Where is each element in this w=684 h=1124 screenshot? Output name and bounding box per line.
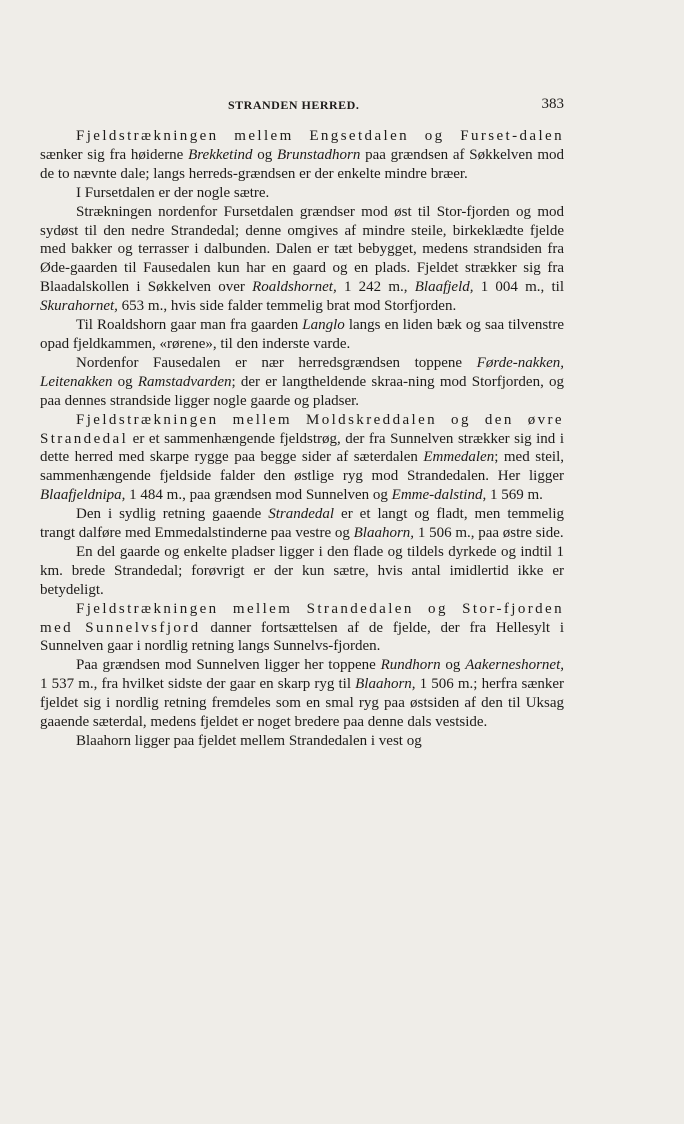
- paragraph: [40, 505, 564, 543]
- paragraph: [40, 354, 564, 411]
- text-run: 1 569 m.: [486, 487, 543, 504]
- italic-term: Roaldshornet,: [252, 279, 337, 296]
- text-run: og: [112, 373, 138, 390]
- text-run: og: [440, 657, 466, 674]
- paragraph: [40, 600, 564, 657]
- paragraph: [40, 316, 564, 354]
- italic-term: Blaafjeldnipa,: [40, 487, 126, 504]
- text-run: En del gaarde og enkelte pladser ligger i den flade og tildels dyrkede og indtil 1 km. brede Strandedal; forøvrigt er der kun sætre, hvis antal imidlertid ikke er betydeligt.: [40, 543, 564, 598]
- text-run: Blaahorn ligger paa fjeldet mellem Strandedalen i vest og: [76, 733, 422, 749]
- paragraph: [40, 656, 564, 732]
- italic-term: Brunstadhorn: [277, 146, 361, 163]
- italic-term: Blaafjeld,: [414, 279, 474, 296]
- italic-term: Ramstadvarden: [137, 373, 232, 390]
- text-run: Til Roaldshorn gaar man fra gaarden: [76, 317, 303, 334]
- text-run: 1 484 m., paa grændsen mod Sunnelven og: [125, 487, 392, 504]
- body-text: [40, 127, 564, 751]
- text-run: Paa grændsen mod Sunnelven ligger her toppene: [76, 657, 381, 674]
- text-run: Nordenfor Fausedalen er nær herredsgrændsen toppene: [76, 354, 477, 371]
- italic-term: Aakerneshornet,: [465, 657, 564, 674]
- text-run: er et sammenhængende fjeldstrøg, der fra Sunnelven strækker sig ind i dette herred med skarpe rygge paa begge sider af sæterdalen: [40, 430, 564, 466]
- paragraph: [40, 543, 564, 600]
- text-run: 1 506 m.; herfra sænker fjeldet sig i nordlig retning fremdeles som en smal ryg paa østsiden af den til Uksag gaaende sæterdal, medens fjeldet er noget bredere paa denne dals vestside.: [40, 676, 564, 731]
- italic-term: Rundhorn: [380, 657, 441, 674]
- text-run: 653 m., hvis side falder temmelig brat mod Storfjorden.: [117, 298, 457, 315]
- section-heading-spaced: Fjeldstrækningen mellem Moldskreddalen og den øvre Strandedal: [40, 411, 564, 447]
- italic-term: Blaahorn,: [353, 525, 415, 542]
- page-header: [40, 96, 564, 118]
- text-run: 1 506 m., paa østre side.: [414, 525, 564, 542]
- text-run: og: [252, 146, 277, 163]
- italic-term: Langlo: [302, 317, 345, 334]
- text-run: Strækningen nordenfor Fursetdalen grændser mod øst til Stor-fjorden og mod sydøst til den nedre Strandedal; denne omgives af mindre steile, birkeklædte fjelde med bakker og terrasser i dalbunden. Dalen er tæt bebygget, medens strandsiden fra Øde-gaarden til Fausedalen kun har en gaard og en plads. Fjeldet strækker sig fra Blaadalskollen i Søkkelven over: [40, 203, 564, 296]
- text-run: sænker sig fra høiderne: [40, 146, 189, 163]
- text-run: paa grændsen af Søkkelven mod de to nævnte dale; langs herreds-grændsen er der enkelte mindre bræer.: [40, 146, 564, 182]
- section-heading-spaced: Fjeldstrækningen mellem Engsetdalen og Furset-dalen: [76, 128, 564, 144]
- paragraph: [40, 184, 564, 203]
- text-run: ; med steil, sammenhængende fjeldside falder den østlige ryg mod Strandedalen. Her ligger: [40, 449, 564, 485]
- text-run: danner fortsættelsen af de fjelde, der fra Hellesylt i Sunnelven gaar i nordlig retning langs Sunnelvs-fjorden.: [40, 619, 565, 655]
- italic-term: Strandedal: [268, 506, 335, 523]
- text-run: er et langt og fladt, men temmelig trangt dalføre med Emmedalstinderne paa vestre og: [40, 506, 564, 542]
- text-run: 1 004 m., til: [473, 279, 565, 296]
- text-run: 1 537 m., fra hvilket sidste der gaar en skarp ryg til: [40, 676, 356, 693]
- paragraph: [40, 732, 564, 751]
- text-run: Den i sydlig retning gaaende: [76, 506, 269, 523]
- italic-term: Emmedalen: [423, 449, 495, 466]
- text-run: ; der er langtheldende skraa-ning mod Storfjorden, og paa dennes strandside ligger nogle gaarde og pladser.: [40, 373, 565, 409]
- italic-term: Emme-dalstind,: [391, 487, 487, 504]
- italic-term: Brekketind: [188, 146, 253, 163]
- text-run: langs en liden bæk og saa tilvenstre opad fjeldkammen, «rørene», til den inderste varde.: [40, 317, 564, 352]
- italic-term: Førde-nakken, Leitenakken: [40, 354, 564, 390]
- italic-term: Skurahornet,: [40, 298, 118, 315]
- text-run: I Fursetdalen er der nogle sætre.: [76, 184, 270, 201]
- paragraph: [40, 203, 564, 316]
- italic-term: Blaahorn,: [355, 676, 416, 693]
- page-number: 383: [541, 96, 564, 112]
- running-title: STRANDEN HERRED.: [228, 98, 360, 112]
- paragraph: [40, 127, 564, 184]
- text-run: 1 242 m.,: [336, 279, 415, 296]
- paragraph: [40, 411, 564, 506]
- section-heading-spaced: Fjeldstrækningen mellem Strandedalen og Stor-fjorden med Sunnelvsfjord: [40, 600, 564, 636]
